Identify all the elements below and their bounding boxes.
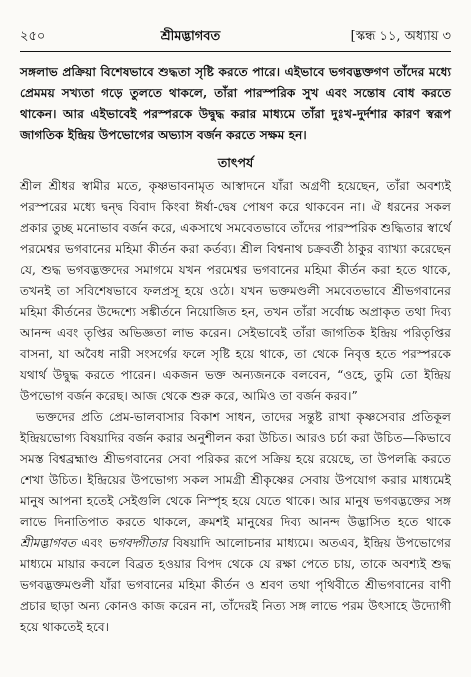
verse-translation: সঙ্গলাভ প্রক্রিয়া বিশেষভাবে শুদ্ধতা সৃষ্টি করতে পারে। এইভাবে ভগবদ্ভক্তগণ তাঁদের মধ্যে প্রেমময় সখ্যতা গড়ে তুলতে থাকলে, তাঁরা পারস্পরিক সুখ এবং সন্তোষ বোধ করতে থাকেন। আর এইভাবেই পরস্পরকে উদ্বুদ্ধ করার মাধ্যমে তাঁরা দুঃখ-দুর্দশার কারণ স্বরূপ জাগতিক ইন্দ্রিয় উপভোগের অভ্যাস বর্জন করতে সক্ষম হন। — [20, 65, 451, 142]
page-number: ২৫০ — [20, 29, 46, 44]
book-title: শ্রীমদ্ভাগবত — [160, 29, 221, 44]
purport-paragraph-1: শ্রীল শ্রীধর স্বামীর মতে, কৃষ্ণভাবনামৃত আস্বাদনে যাঁরা অগ্রণী হয়েছেন, তাঁরা অবশ্যই পরস্পরের মধ্যে দ্বন্দ্ব বিবাদ কিংবা ঈর্ষা-দ্বেষ পোষণ করে থাকবেন না। ঐ ধরনের সকল প্রকার তুচ্ছ মনোভাব বর্জন করে, একসাথে সমবেতভাবে তাঁদের পারস্পরিক শুদ্ধিতার স্বার্থে পরমেশ্বর ভগবানের মহিমা কীর্তন করা কর্তব্য। শ্রীল বিশ্বনাথ চক্রবর্তী ঠাকুর ব্যাখ্যা করেছেন যে, শুদ্ধ ভগবদ্ভক্তদের সমাগমে যখন পরমেশ্বর ভগবানের মহিমা কীর্তন করা হতে থাকে, তখনই তা সবিশেষভাবে ফলপ্রসূ হয়ে ওঠে। যখন ভক্তমণ্ডলী সমবেতভাবে শ্রীভগবানের মহিমা কীর্তনের উদ্দেশ্যে সঙ্কীর্তনে নিয়োজিত হন, তখন তাঁরা সর্বোচ্চ অপ্রাকৃত তথা দিব্য আনন্দ এবং তৃপ্তির অভিজ্ঞতা লাভ করেন। সেইভাবেই তাঁরা জাগতিক ইন্দ্রিয় পরিতৃপ্তির বাসনা, যা অবৈধ নারী সংসর্গের ফলে সৃষ্টি হয়ে থাকে, তা থেকে নিবৃত্ত হতে পরস্পরকে যথার্থ উদ্বুদ্ধ করতে পারেন। একজন ভক্ত অন্যজনকে বলবেন, “ওহে, তুমি তো ইন্দ্রিয় উপভোগ বর্জন করেছ। আজ থেকে শুরু করে, আমিও তা বর্জন করব।” — [20, 179, 451, 403]
chapter-reference: [স্কন্ধ ১১, অধ্যায় ৩ — [350, 29, 451, 44]
purport-p2-text-b: এবং — [75, 536, 108, 550]
page-content — [20, 62, 451, 677]
book-name-gita: ভগবদ্গীতার — [107, 536, 168, 550]
page-header — [20, 27, 451, 52]
purport-heading: তাৎপর্য — [217, 155, 254, 170]
purport-paragraph-2 — [20, 407, 451, 638]
purport-p2-text-a: ভক্তদের প্রতি প্রেম-ভালবাসার বিকাশ সাধন, তাদের সন্তুষ্ট রাখা কৃষ্ণসেবার প্রতিকূল ইন্দ্রিয়ভোগ্য বিষয়াদির বর্জন করার অনুশীলন করা উচিত। আরও চর্চা করা উচিত—কিভাবে সমস্ত বিশ্বব্রহ্মাণ্ড শ্রীভগবানের সেবা পরিকর রূপে সক্রিয় হয়ে রয়েছে, তা উপলব্ধি করতে শেখা উচিত। ইন্দ্রিয়ের উপভোগ্য সকল সামগ্রী শ্রীকৃষ্ণের সেবায় উপযোগ করার মাধ্যমেই মানুষ আপনা হতেই সেইগুলি থেকে নিস্পৃহ হয়ে যেতে থাকে। আর মানুষ ভগবদ্ভক্তের সঙ্গ লাভে দিনাতিপাত করতে থাকলে, ক্রমশই মানুষের দিব্য আনন্দ উদ্ভাসিত হতে থাকে — [20, 410, 451, 529]
book-name-bhagavatam: শ্রীমদ্ভাগবত — [20, 536, 76, 550]
purport-p2-text-c: বিষয়াদি আলোচনার মাধ্যমে। অতএব, ইন্দ্রিয় উপভোগের মাধ্যমে মায়ার কবলে বিব্রত হওয়ার বিপদ থেকে যে রক্ষা পেতে চায়, তাকে অবশ্যই শুদ্ধ ভগবদ্ভক্তমণ্ডলী যাঁরা ভগবানের মহিমা কীর্তন ও শ্রবণ তথা পৃথিবীতে শ্রীভগবানের বাণী প্রচার ছাড়া অন্য কোনও কাজ করেন না, তাঁদেরই নিত্য সঙ্গ লাভে পরম উৎসাহে উদ্যোগী হয়ে থাকতেই হবে। — [20, 536, 451, 634]
